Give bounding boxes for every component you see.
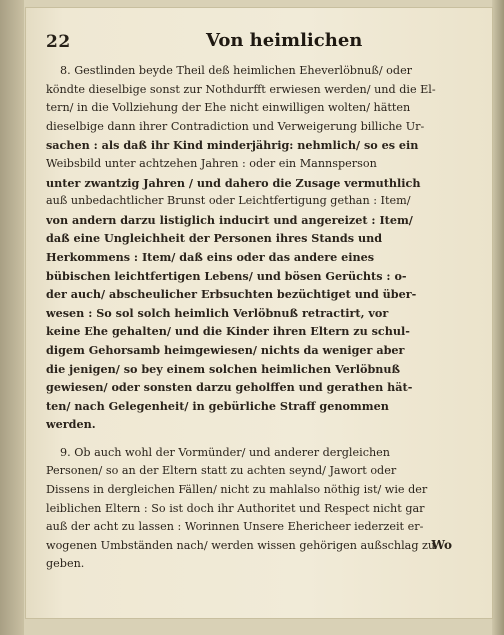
- paragraph-gap: [46, 434, 442, 444]
- catchword: Wo: [431, 538, 452, 552]
- text-line: der auch/ abscheulicher Erbsuchten bezüchtiget und über-: [46, 287, 417, 302]
- text-line: wesen : So sol solch heimlich Verlöbnuß retractirt, vor: [46, 305, 389, 320]
- page-header: [46, 30, 466, 54]
- text-line: die jenigen/ so bey einem solchen heimlichen Verlöbnuß: [46, 361, 401, 376]
- text-line: ten/ nach Gelegenheit/ in gebürliche Straff genommen: [46, 398, 389, 413]
- text-line: keine Ehe gehalten/ und die Kinder ihren Eltern zu schul-: [46, 324, 410, 339]
- text-line: Herkommens : Item/ daß eins oder das andere eines: [46, 249, 375, 264]
- text-line: 9. Ob auch wohl der Vormünder/ und anderer dergleichen: [60, 445, 390, 459]
- page-edge: [492, 0, 504, 635]
- text-line: Dissens in dergleichen Fällen/ nicht zu mahlalso nöthig ist/ wie der: [46, 483, 428, 497]
- paragraph-8: [46, 62, 442, 434]
- text-line: auß der acht zu lassen : Worinnen Unsere Ehericheer iederzeit er-: [46, 520, 424, 534]
- text-line: geben.: [46, 557, 85, 571]
- text-line: tern/ in die Vollziehung der Ehe nicht einwilligen wolten/ hätten: [46, 101, 411, 115]
- text-line: gewiesen/ oder sonsten darzu geholffen und gerathen hät-: [46, 380, 413, 395]
- running-title: Von heimlichen: [206, 30, 363, 51]
- text-line: daß eine Ungleichheit der Personen ihres Stands und: [46, 231, 383, 246]
- text-line: köndte dieselbige sonst zur Nothdurfft erwiesen werden/ und die El-: [46, 82, 436, 96]
- text-line: auß unbedachtlicher Brunst oder Leichtfertigung gethan : Item/: [46, 194, 411, 208]
- text-line: 8. Gestlinden beyde Theil deß heimlichen Eheverlöbnuß/ oder: [60, 64, 413, 77]
- text-line: leiblichen Eltern : So ist doch ihr Authoritet und Respect nicht gar: [46, 501, 425, 515]
- text-line: dieselbige dann ihrer Contradiction und Verweigerung billiche Ur-: [46, 119, 425, 133]
- text-line: Weibsbild unter achtzehen Jahren : oder ein Mannsperson: [46, 156, 377, 170]
- text-line: digem Gehorsamb heimgewiesen/ nichts da weniger aber: [46, 342, 405, 357]
- text-line: bübischen leichtfertigen Lebens/ und bösen Gerüchts : o-: [46, 268, 407, 283]
- text-line: sachen : als daß ihr Kind minderjährig: nehmlich/ so es ein: [46, 138, 419, 153]
- page-body: [46, 62, 442, 574]
- text-line: Personen/ so an der Eltern statt zu achten seynd/ Jawort oder: [46, 464, 397, 478]
- text-line: von andern darzu listiglich inducirt und angereizet : Item/: [46, 212, 413, 227]
- text-line: wogenen Umbständen nach/ werden wissen gehörigen außschlag zu: [46, 538, 436, 552]
- page-number: 22: [46, 32, 71, 52]
- book-gutter: [0, 0, 24, 635]
- paragraph-9: [46, 444, 442, 574]
- text-line: werden.: [46, 417, 96, 432]
- text-line: unter zwantzig Jahren / und dahero die Zusage vermuthlich: [46, 175, 421, 190]
